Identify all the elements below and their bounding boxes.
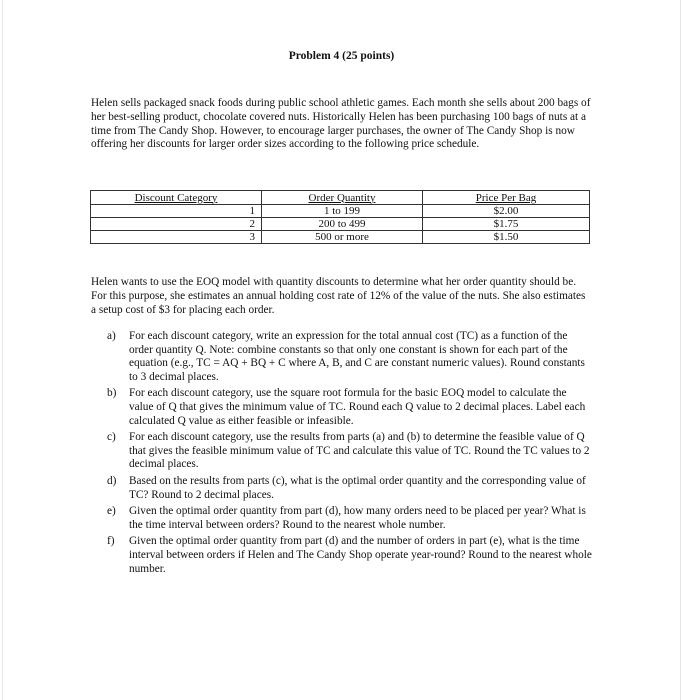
list-item xyxy=(107,330,593,384)
cell-quantity: 200 to 499 xyxy=(262,218,423,231)
list-item xyxy=(107,505,593,532)
part-text: For each discount category, write an expression for the total annual cost (TC) as a function of the order quantity Q. Note: combine constants so that only one constant is shown for each part of the equation (e.g., TC = AQ + BQ + C where A, B, and C are constant numeric values). Round constants to 3 decimal places. xyxy=(129,330,585,383)
header-order-quantity: Order Quantity xyxy=(262,191,423,205)
cell-price: $1.50 xyxy=(423,231,590,244)
eoq-paragraph: Helen wants to use the EOQ model with quantity discounts to determine what her order quantity should be. For this purpose, she estimates an annual holding cost rate of 12% of the value of the nuts. She also estimates a setup cost of $3 for placing each order. xyxy=(91,276,586,316)
table-row xyxy=(91,231,590,244)
page-edge-right xyxy=(680,0,681,700)
list-item xyxy=(107,535,593,576)
header-price-per-bag: Price Per Bag xyxy=(423,191,590,205)
page-edge-left xyxy=(2,0,3,700)
list-item xyxy=(107,431,593,472)
cell-quantity: 1 to 199 xyxy=(262,205,423,218)
cell-category: 1 xyxy=(91,205,262,218)
intro-paragraph: Helen sells packaged snack foods during public school athletic games. Each month she sells about 200 bags of her best-selling product, chocolate covered nuts. Historically Helen has been purchasing 100 bags of nuts at a time from The Candy Shop. However, to encourage larger purchases, the owner of The Candy Shop is now offering her discounts for larger order sizes according to the following price schedule. xyxy=(91,97,591,151)
part-text: For each discount category, use the square root formula for the basic EOQ model to calculate the value of Q that gives the minimum value of TC. Round each Q value to 2 decimal places. Label each calculated Q value as either feasible or infeasible. xyxy=(129,387,586,427)
cell-price: $1.75 xyxy=(423,218,590,231)
cell-quantity: 500 or more xyxy=(262,231,423,244)
list-item xyxy=(107,475,593,502)
part-marker: a) xyxy=(107,330,116,342)
cell-price: $2.00 xyxy=(423,205,590,218)
table-row xyxy=(91,218,590,231)
table-header-row xyxy=(91,191,590,205)
part-text: Given the optimal order quantity from part (d), how many orders need to be placed per year? What is the time interval between orders? Round to the nearest whole number. xyxy=(129,505,586,531)
part-marker: c) xyxy=(107,431,116,444)
cell-category: 2 xyxy=(91,218,262,231)
part-text: For each discount category, use the results from parts (a) and (b) to determine the feasible value of Q that gives the feasible minimum value of TC and calculate this value of TC. Round the TC values to 2 decimal places. xyxy=(129,431,590,471)
part-marker: d) xyxy=(107,474,117,487)
part-text: Based on the results from parts (c), what is the optimal order quantity and the corresponding value of TC? Round to 2 decimal places. xyxy=(129,474,586,501)
part-marker: e) xyxy=(107,505,116,518)
question-parts-list xyxy=(107,330,593,579)
header-discount-category: Discount Category xyxy=(91,191,262,205)
list-item xyxy=(107,387,593,428)
part-marker: b) xyxy=(107,387,117,400)
table-row xyxy=(91,205,590,218)
price-schedule-table xyxy=(90,190,590,244)
problem-title: Problem 4 (25 points) xyxy=(288,50,395,62)
cell-category: 3 xyxy=(91,231,262,244)
part-text: Given the optimal order quantity from part (d) and the number of orders in part (e), what is the time interval between orders if Helen and The Candy Shop operate year-round? Round to the nearest whole number. xyxy=(129,535,592,575)
part-marker: f) xyxy=(107,535,115,548)
